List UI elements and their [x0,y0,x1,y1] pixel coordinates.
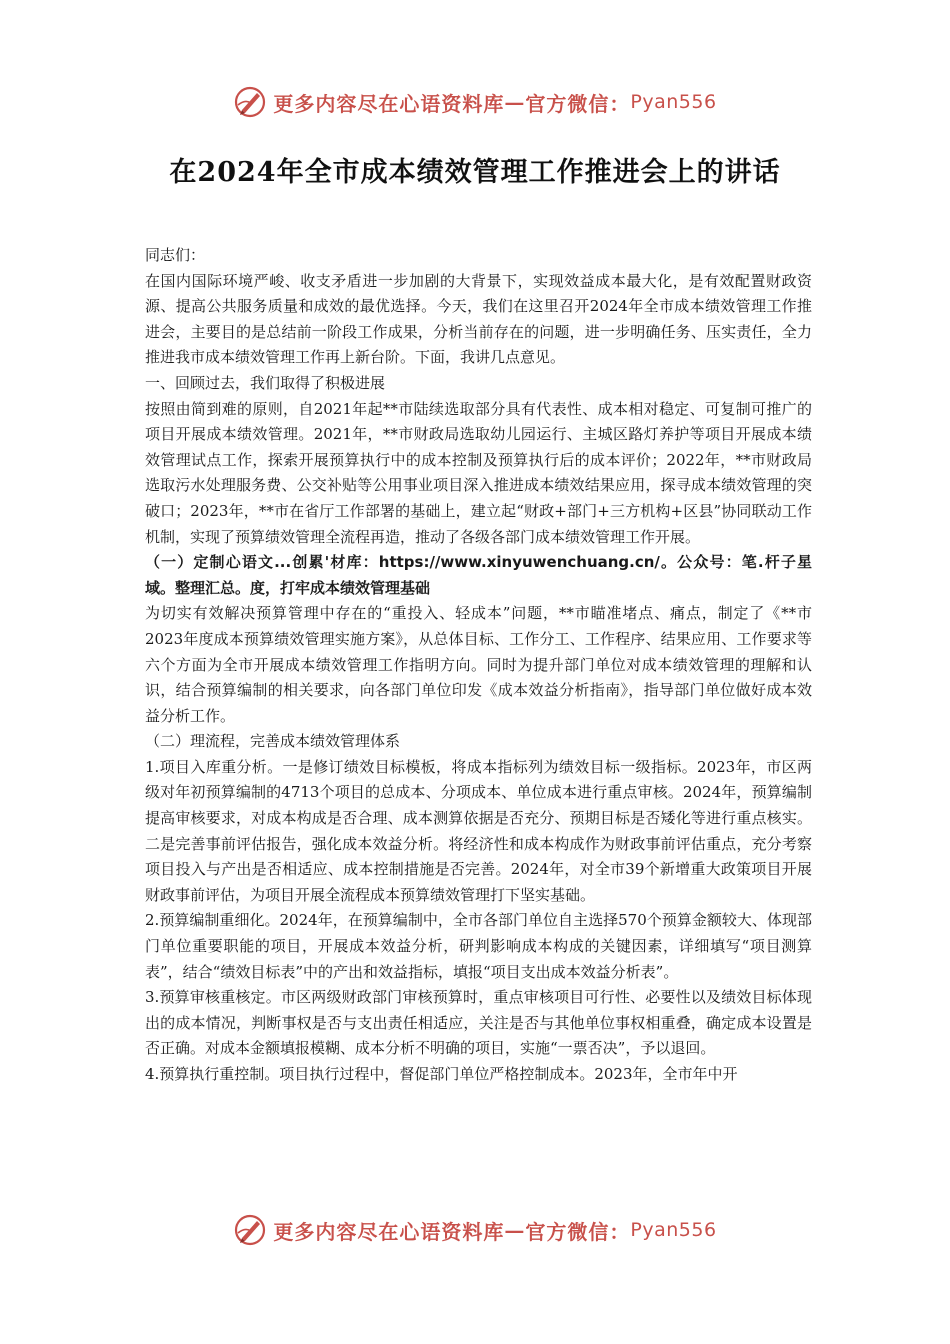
watermark-banner-bottom [0,1208,950,1252]
list-item: 2.预算编制重细化。2024年，在预算编制中，全市各部门单位自主选择570个预算金额较大、体现部门单位重要职能的项目，开展成本效益分析，研判影响成本构成的关键因素，详细填写“项目测算表”，结合“绩效目标表”中的产出和效益指标，填报“项目支出成本效益分析表”。 [145,911,812,981]
watermark-text: 更多内容尽在心语资料库 [273,91,505,116]
list-item: 3.预算审核重核定。市区两级财政部门审核预算时，重点审核项目可行性、必要性以及绩效目标体现出的成本情况，判断事权是否与支出责任相适应，关注是否与其他单位事权相重叠，确定成本设置是否正确。对成本金额填报模糊、成本分析不明确的项目，实施“一票否决”，予以退回。 [145,988,812,1058]
intro-paragraph: 在国内国际环境严峻、收支矛盾进一步加剧的大背景下，实现效益成本最大化，是有效配置财政资源、提高公共服务质量和成效的最优选择。今天，我们在这里召开2024年全市成本绩效管理工作推进会，主要目的是总结前一阶段工作成果，分析当前存在的问题，进一步明确任务、压实责任，全力推进我市成本绩效管理工作再上新台阶。下面，我讲几点意见。 [145,271,812,367]
body-paragraph: 为切实有效解决预算管理中存在的“重投入、轻成本”问题，**市瞄准堵点、痛点，制定了《**市2023年度成本预算绩效管理实施方案》，从总体目标、工作分工、工作程序、结果应用、工作要求等六个方面为全市开展成本绩效管理工作指明方向。同时为提升部门单位对成本绩效管理的理解和认识，结合预算编制的相关要求，向各部门单位印发《成本效益分析指南》，指导部门单位做好成本效益分析工作。 [145,604,812,725]
body-paragraph: 按照由简到难的原则，自2021年起**市陆续选取部分具有代表性、成本相对稳定、可复制可推广的项目开展成本绩效管理。2021年，**市财政局选取幼儿园运行、主城区路灯养护等项目开展成本绩效管理试点工作，探索开展预算执行中的成本控制及预算执行后的成本评价；2022年，**市财政局选取污水处理服务费、公交补贴等公用事业项目深入推进成本绩效结果应用，探寻成本绩效管理的突破口；2023年，**市在省厅工作部署的基础上，建立起“财政+部门+三方机构+区县”协同联动工作机制，实现了预算绩效管理全流程再造，推动了各级各部门成本绩效管理工作开展。 [145,399,812,546]
watermark-wechat-id: Pyan556 [630,1219,717,1241]
subsection-heading-2: （二）理流程，完善成本绩效管理体系 [145,732,401,751]
watermark-text: 更多内容尽在心语资料库 [273,1219,505,1244]
subsection-heading-1: （一）定制心语文...创累'材库：https://www.xinyuwenchuang.cn/。公众号：笔.杆子星域。整理汇总。度，打牢成本绩效管理基础 [145,553,812,597]
watermark-label: 官方微信： [525,91,631,116]
list-item: 4.预算执行重控制。项目执行过程中，督促部门单位严格控制成本。2023年，全市年中开 [145,1065,738,1083]
list-item: 1.项目入库重分析。一是修订绩效目标模板，将成本指标列为绩效目标一级指标。2023年，市区两级对年初预算编制的4713个项目的总成本、分项成本、单位成本进行重点审核。2024年，预算编制提高审核要求，对成本构成是否合理、成本测算依据是否充分、预期目标是否矮化等进行重点核实。二是完善事前评估报告，强化成本效益分析。将经济性和成本构成作为财政事前评估重点，充分考察项目投入与产出是否相适应、成本控制措施是否完善。2024年，对全市39个新增重大政策项目开展财政事前评估，为项目开展全流程成本预算绩效管理打下坚实基础。 [145,757,812,904]
watermark-separator: — [504,90,526,114]
section-heading-1: 一、回顾过去，我们取得了积极进展 [145,373,386,392]
pen-logo-icon [233,1213,267,1247]
watermark-banner-top [0,80,950,124]
pen-logo-icon [233,85,267,119]
watermark-separator: — [504,1218,526,1242]
document-title: 在2024年全市成本绩效管理工作推进会上的讲话 [169,157,781,188]
watermark-wechat-id: Pyan556 [630,91,717,113]
watermark-label: 官方微信： [525,1219,631,1244]
salutation: 同志们： [145,246,206,264]
document-body [145,243,812,1088]
